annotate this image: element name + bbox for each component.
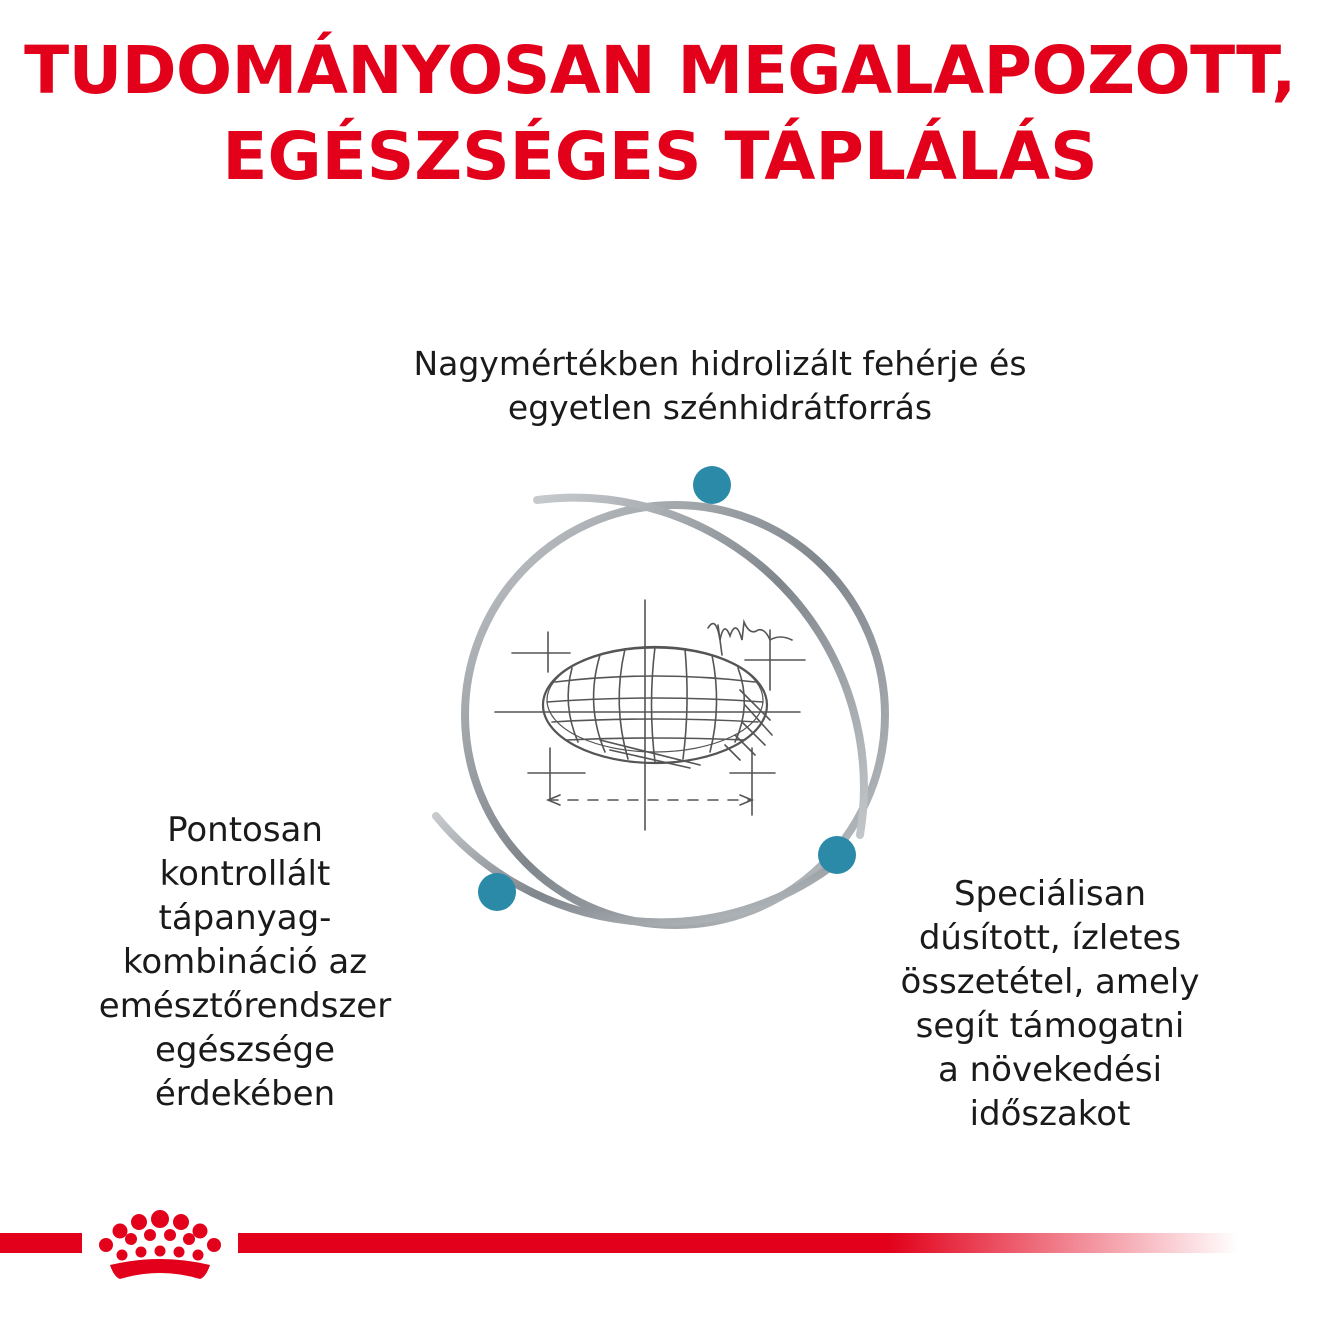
footer-bar-left <box>0 1233 82 1253</box>
benefit-dot-left[interactable] <box>478 873 516 911</box>
kibble-sketch-icon <box>495 600 805 830</box>
outer-arc-top-right <box>537 498 864 835</box>
headline-line-2: EGÉSZSÉGES TÁPLÁLÁS <box>222 118 1098 195</box>
benefit-left-text <box>45 808 445 1116</box>
footer-bar-right <box>238 1233 1238 1253</box>
benefit-right-line: összetétel, amely <box>900 962 1200 1002</box>
crown-logo-icon <box>99 1210 221 1279</box>
benefit-left-line: kombináció az <box>122 942 368 982</box>
benefit-right-line: segít támogatni <box>915 1006 1185 1046</box>
benefit-top-line: egyetlen szénhidrátforrás <box>507 388 933 427</box>
benefit-top-text <box>310 342 1130 430</box>
benefit-right-line: a növekedési <box>937 1050 1163 1090</box>
benefit-right-text <box>850 872 1250 1136</box>
benefit-left-line: érdekében <box>154 1074 336 1114</box>
benefit-left-line: emésztőrendszer <box>98 986 392 1026</box>
benefit-dot-right[interactable] <box>818 836 856 874</box>
benefit-left-line: tápanyag- <box>158 898 332 938</box>
benefit-right-line: Speciálisan <box>953 874 1147 914</box>
benefit-left-line: kontrollált <box>159 854 331 894</box>
benefit-right-line: időszakot <box>969 1094 1131 1134</box>
benefit-top-line: Nagymértékben hidrolizált fehérje és <box>413 344 1027 383</box>
benefit-left-line: egészsége <box>154 1030 336 1070</box>
headline-line-1: TUDOMÁNYOSAN MEGALAPOZOTT, <box>24 32 1296 109</box>
benefit-right-line: dúsított, ízletes <box>918 918 1182 958</box>
footer-brand-bar <box>0 1195 1320 1295</box>
benefit-left-line: Pontosan <box>167 810 323 850</box>
benefit-dot-top[interactable] <box>693 466 731 504</box>
